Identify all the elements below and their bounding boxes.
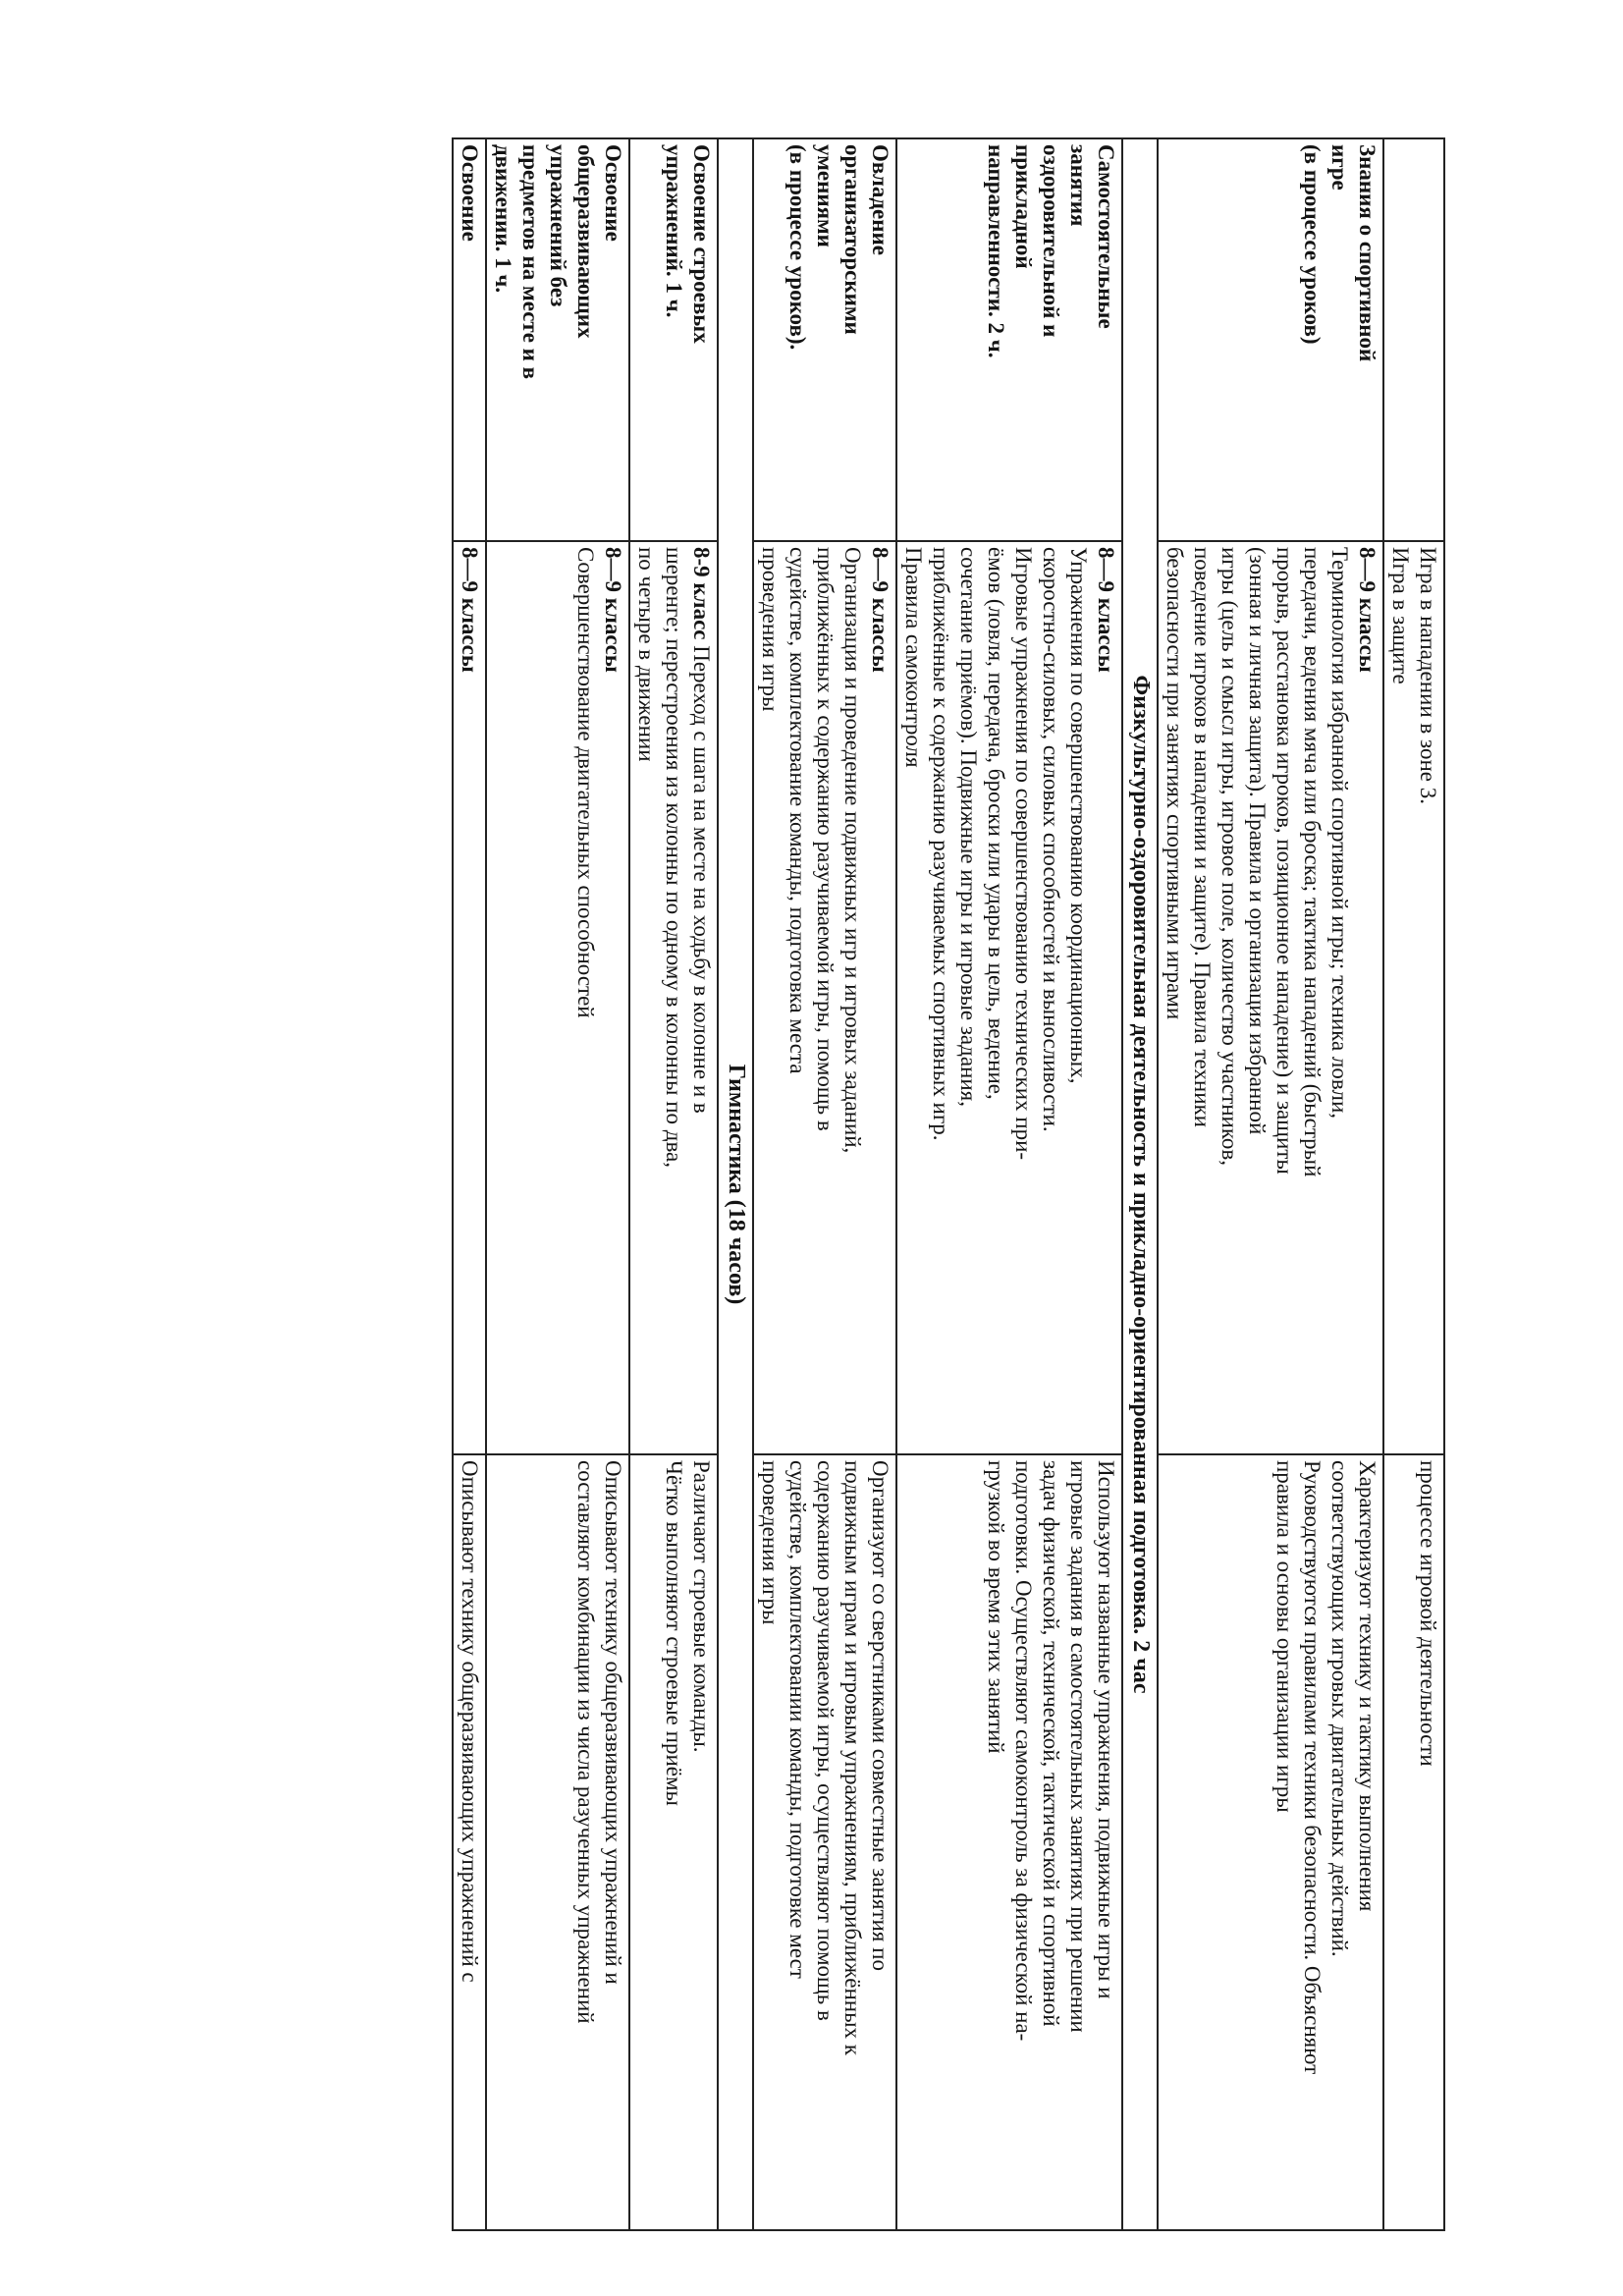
activity-cell bbox=[486, 1454, 629, 2230]
activity-line: задач физической, технической, тактической и спортивной bbox=[1039, 1460, 1064, 2027]
content-cell bbox=[453, 541, 486, 1454]
activity-line: Описывают технику общеразвивающих упражнений и bbox=[601, 1460, 626, 1985]
topic-cell bbox=[1383, 138, 1444, 541]
topic-cell bbox=[753, 138, 896, 541]
section-heading: Физкультурно-оздоровительная деятельность и прикладно-ориентированная подготовка. 2 час bbox=[1122, 138, 1157, 2230]
activity-line: грузкой во время этих занятий bbox=[984, 1460, 1009, 1754]
table-row bbox=[629, 138, 718, 2230]
activity-cell bbox=[896, 1454, 1122, 2230]
content-cell bbox=[629, 541, 718, 1454]
grade-heading: 8-9 класс bbox=[689, 547, 715, 640]
topic-line: движении. 1 ч. bbox=[491, 144, 516, 294]
activity-line: Различают строевые команды. bbox=[689, 1460, 715, 1753]
content-first-line bbox=[687, 547, 715, 1449]
grade-heading: 8—9 классы bbox=[1094, 547, 1119, 673]
topic-line: занятия bbox=[1066, 144, 1092, 227]
content-cell bbox=[1383, 541, 1444, 1454]
activity-line: подготовки. Осуществляют самоконтроль за физической на- bbox=[1011, 1460, 1037, 2042]
rotated-table-frame bbox=[169, 137, 1445, 2229]
activity-line: Руководствуются правилами техники безопасности. Объясняют bbox=[1299, 1460, 1325, 2075]
content-line: Совершенствование двигательных способностей bbox=[573, 547, 599, 1018]
content-line: скоростно-силовых, силовых способностей и выносливости. bbox=[1039, 547, 1064, 1132]
curriculum-table bbox=[452, 137, 1445, 2231]
topic-cell bbox=[896, 138, 1122, 541]
section-row bbox=[718, 138, 752, 2230]
activity-line: проведения игры bbox=[757, 1460, 783, 1625]
topic-line: Самостоятельные bbox=[1094, 144, 1119, 329]
content-text: Переход с шага на месте на ходьбу в колонне и в bbox=[689, 639, 715, 1114]
topic-line: прикладной bbox=[1011, 144, 1037, 269]
content-line: судействе, комплектование команды, подготовка места bbox=[784, 547, 810, 1074]
topic-line: Освоение строевых bbox=[689, 144, 715, 344]
activity-cell bbox=[1383, 1454, 1444, 2230]
topic-line: упражнений. 1 ч. bbox=[662, 144, 687, 318]
topic-cell bbox=[1158, 138, 1383, 541]
topic-line: Освоение bbox=[458, 144, 483, 242]
topic-cell bbox=[629, 138, 718, 541]
content-cell bbox=[1158, 541, 1383, 1454]
activity-line: Характеризуют технику и тактику выполнения bbox=[1354, 1460, 1380, 1912]
activity-line: судействе, комплектовании команды, подготовке мест bbox=[784, 1460, 810, 1979]
activity-line: Чётко выполняют строевые приёмы bbox=[662, 1460, 687, 1806]
content-cell bbox=[753, 541, 896, 1454]
content-line: приближённых к содержанию разучиваемой игры, помощь в bbox=[812, 547, 838, 1131]
content-line: прорыв, расстановка игроков, позиционное нападение) и защиты bbox=[1271, 547, 1297, 1175]
topic-line: игре bbox=[1326, 144, 1352, 191]
table-row bbox=[1158, 138, 1383, 2230]
topic-line: Овладение bbox=[867, 144, 893, 255]
table-row bbox=[896, 138, 1122, 2230]
section-heading: Гимнастика (18 часов) bbox=[718, 138, 752, 2230]
grade-heading: 8—9 классы bbox=[867, 547, 893, 673]
topic-line: оздоровительной и bbox=[1039, 144, 1064, 338]
activity-line: содержанию разучиваемой игры, осуществляют помощь в bbox=[812, 1460, 838, 2021]
topic-line: организаторскими bbox=[839, 144, 865, 335]
activity-line: Используют названные упражнения, подвижные игры и bbox=[1094, 1460, 1119, 1999]
content-cell bbox=[486, 541, 629, 1454]
content-line: приближённые к содержанию разучиваемых спортивных игр. bbox=[928, 547, 953, 1141]
grade-heading: 8—9 классы bbox=[1354, 547, 1380, 673]
content-line: ёмов (ловля, передача, броски или удары в цель, ведение, bbox=[984, 547, 1009, 1100]
activity-line: процессе игровой деятельности bbox=[1416, 1460, 1440, 1767]
topic-line: Освоение bbox=[601, 144, 626, 242]
content-line: (зонная и личная защита). Правила и организация избранной bbox=[1244, 547, 1270, 1135]
activity-cell bbox=[1158, 1454, 1383, 2230]
topic-line: упражнений без bbox=[546, 144, 571, 307]
content-line: по четыре в движении bbox=[634, 547, 660, 762]
topic-line: умениями bbox=[812, 144, 838, 247]
content-line: сочетание приёмов). Подвижные игры и игровые задания, bbox=[956, 547, 982, 1108]
content-line: поведение игроков в нападении и защите). Правила техники bbox=[1189, 547, 1215, 1127]
activity-line: Организуют со сверстниками совместные занятия по bbox=[867, 1460, 893, 1971]
activity-line: Описывают технику общеразвивающих упражнений с bbox=[458, 1460, 483, 1983]
table-row bbox=[453, 138, 486, 2230]
activity-line: правила и основы организации игры bbox=[1271, 1460, 1297, 1813]
topic-line: направленности. 2 ч. bbox=[984, 144, 1009, 358]
topic-line: Знания о спортивной bbox=[1354, 144, 1380, 362]
content-line: передачи, ведения мяча или броска; тактика нападений (быстрый bbox=[1299, 547, 1325, 1177]
section-row bbox=[1122, 138, 1157, 2230]
table-row bbox=[1383, 138, 1444, 2230]
activity-line: игровые задания в самостоятельных занятиях при решении bbox=[1066, 1460, 1092, 2033]
activity-line: составляют комбинации из числа разученных упражнений bbox=[573, 1460, 599, 2024]
activity-line: соответствующих игровых двигательных действий. bbox=[1326, 1460, 1352, 1957]
content-line: игры (цель и смысл игры, игровое поле, количество участников, bbox=[1217, 547, 1242, 1166]
topic-line: общеразвивающих bbox=[573, 144, 599, 339]
topic-line: предметов на месте и в bbox=[518, 144, 544, 380]
activity-line: подвижным играм и игровым упражнениям, приближённых к bbox=[839, 1460, 865, 2055]
activity-cell bbox=[629, 1454, 718, 2230]
content-line: Терминология избранной спортивной игры; техника ловли, bbox=[1326, 547, 1352, 1119]
topic-line: (в процессе уроков). bbox=[784, 144, 810, 351]
grade-heading: 8—9 классы bbox=[601, 547, 626, 673]
content-line: Правила самоконтроля bbox=[900, 547, 926, 768]
activity-cell bbox=[753, 1454, 896, 2230]
content-cell bbox=[896, 541, 1122, 1454]
content-line: безопасности при занятиях спортивными играми bbox=[1162, 547, 1187, 1020]
activity-cell bbox=[453, 1454, 486, 2230]
content-line: проведения игры bbox=[757, 547, 783, 712]
content-line: шеренге; перестроения из колонны по одному в колонны по два, bbox=[662, 547, 687, 1168]
content-line: Игра в защите bbox=[1387, 547, 1413, 684]
topic-line: (в процессе уроков) bbox=[1299, 144, 1325, 345]
table-row bbox=[486, 138, 629, 2230]
content-line: Игра в нападении в зоне 3. bbox=[1416, 547, 1440, 805]
content-line: Игровые упражнения по совершенствованию технических при- bbox=[1011, 547, 1037, 1161]
grade-heading: 8—9 классы bbox=[458, 547, 483, 673]
topic-cell bbox=[453, 138, 486, 541]
topic-cell bbox=[486, 138, 629, 541]
content-line: Упражнения по совершенствованию координационных, bbox=[1066, 547, 1092, 1084]
content-line: Организация и проведение подвижных игр и игровых заданий, bbox=[839, 547, 865, 1154]
table-row bbox=[753, 138, 896, 2230]
